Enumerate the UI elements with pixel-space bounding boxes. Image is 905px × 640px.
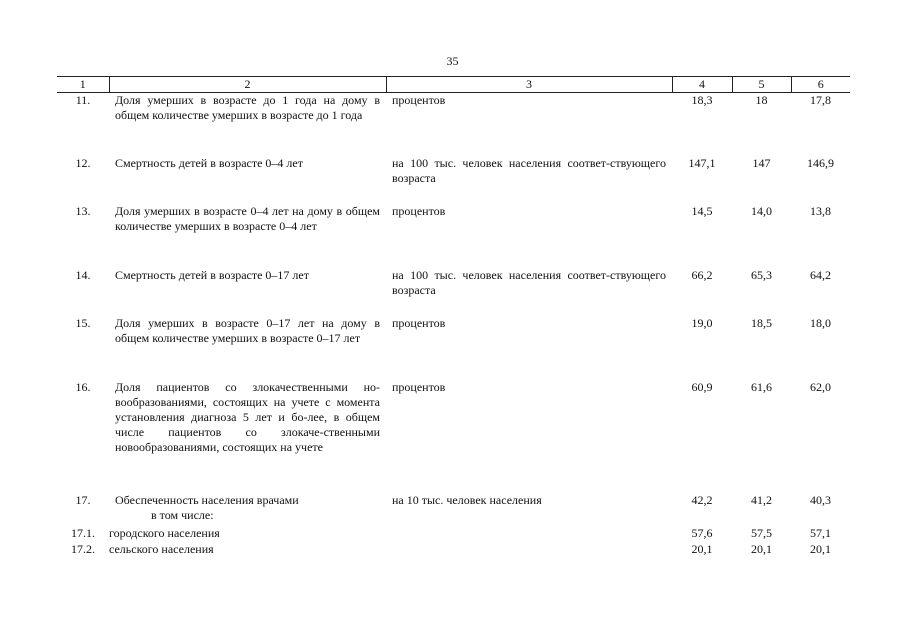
value-col-5: 147	[752, 155, 771, 170]
indicator-unit: процентов	[392, 315, 446, 330]
table-header-row	[57, 77, 850, 93]
value-col-5: 41,2	[751, 492, 772, 507]
value-col-6: 64,2	[810, 267, 831, 282]
indicator-name: Доля умерших в возрасте 0–4 лет на дому в общем количестве умерших в возрасте 0–4 лет	[115, 203, 380, 233]
indicator-unit	[386, 542, 672, 558]
value-col-4: 18,3	[691, 93, 713, 107]
indicator-name-text: Обеспеченность населения врачами	[115, 492, 299, 507]
table-row	[57, 93, 850, 156]
indicator-subname: в том числе:	[151, 507, 214, 522]
value-col-5: 14,0	[751, 203, 772, 218]
value-col-4: 19,0	[691, 315, 713, 330]
col-header-5: 5	[732, 77, 791, 93]
indicator-unit: на 10 тыс. человек населения	[392, 492, 542, 507]
value-col-4: 20,1	[691, 541, 713, 556]
indicator-name: Доля умерших в возрасте 0–17 лет на дому в общем количестве умерших в возрасте 0–17 лет	[115, 315, 380, 345]
table-row	[57, 493, 850, 526]
value-col-4: 14,5	[691, 203, 713, 218]
table-row	[57, 542, 850, 558]
table-row	[57, 316, 850, 380]
value-col-6: 13,8	[810, 203, 831, 218]
col-header-2: 2	[109, 77, 386, 93]
table-row	[57, 526, 850, 542]
value-col-6: 146,9	[807, 155, 834, 170]
value-col-6: 40,3	[810, 492, 831, 507]
indicator-unit: на 100 тыс. человек населения соответ-ствующего возраста	[392, 267, 666, 297]
row-number: 16.	[75, 379, 91, 394]
col-header-6: 6	[791, 77, 850, 93]
table-row	[57, 204, 850, 268]
value-col-4: 57,6	[691, 525, 713, 540]
value-col-4: 147,1	[688, 155, 716, 170]
value-col-5: 57,5	[751, 525, 772, 540]
value-col-4: 60,9	[691, 379, 713, 394]
row-number: 17.	[75, 492, 91, 507]
indicator-unit: процентов	[392, 93, 446, 107]
indicator-name: Доля умерших в возрасте до 1 года на дому в общем количестве умерших в возрасте до 1 года	[115, 93, 380, 122]
table-row	[57, 156, 850, 204]
value-col-5: 61,6	[751, 379, 772, 394]
indicator-name: Смертность детей в возрасте 0–4 лет	[115, 155, 303, 170]
table-row	[57, 268, 850, 316]
value-col-6: 18,0	[810, 315, 831, 330]
value-col-5: 18	[755, 93, 768, 107]
row-number: 17.1.	[71, 525, 95, 540]
table-row	[57, 380, 850, 493]
value-col-6: 20,1	[810, 541, 831, 556]
indicator-unit: на 100 тыс. человек населения соответ-ствующего возраста	[392, 155, 666, 185]
indicator-unit: процентов	[392, 379, 446, 394]
col-header-3: 3	[386, 77, 672, 93]
value-col-6: 62,0	[810, 379, 831, 394]
row-number: 17.2.	[71, 541, 95, 556]
indicator-unit	[386, 526, 672, 542]
value-col-4: 66,2	[691, 267, 713, 282]
row-number: 15.	[75, 315, 91, 330]
indicator-name	[109, 493, 386, 526]
value-col-6: 57,1	[810, 525, 831, 540]
value-col-5: 65,3	[751, 267, 772, 282]
value-col-5: 20,1	[751, 541, 772, 556]
row-number: 11.	[75, 93, 91, 107]
indicator-name: Доля пациентов со злокачественными но-вообразованиями, состоящих на учете с момента установления диагноза 5 лет и бо-лее, в общем числе пациентов со злокаче-ственными новообразованиями, состоящих на учете	[115, 379, 380, 454]
value-col-4: 42,2	[691, 492, 713, 507]
indicators-table	[57, 76, 850, 558]
page-number: 35	[446, 54, 459, 68]
col-header-1: 1	[57, 77, 109, 93]
indicator-name: Смертность детей в возрасте 0–17 лет	[115, 267, 309, 282]
value-col-5: 18,5	[751, 315, 772, 330]
value-col-6: 17,8	[810, 93, 831, 107]
indicator-unit: процентов	[392, 203, 446, 218]
col-header-4: 4	[672, 77, 732, 93]
row-number: 13.	[75, 203, 91, 218]
row-number: 14.	[75, 267, 91, 282]
indicator-name: сельского населения	[109, 541, 214, 556]
indicator-name: городского населения	[109, 525, 220, 540]
row-number: 12.	[75, 155, 91, 170]
